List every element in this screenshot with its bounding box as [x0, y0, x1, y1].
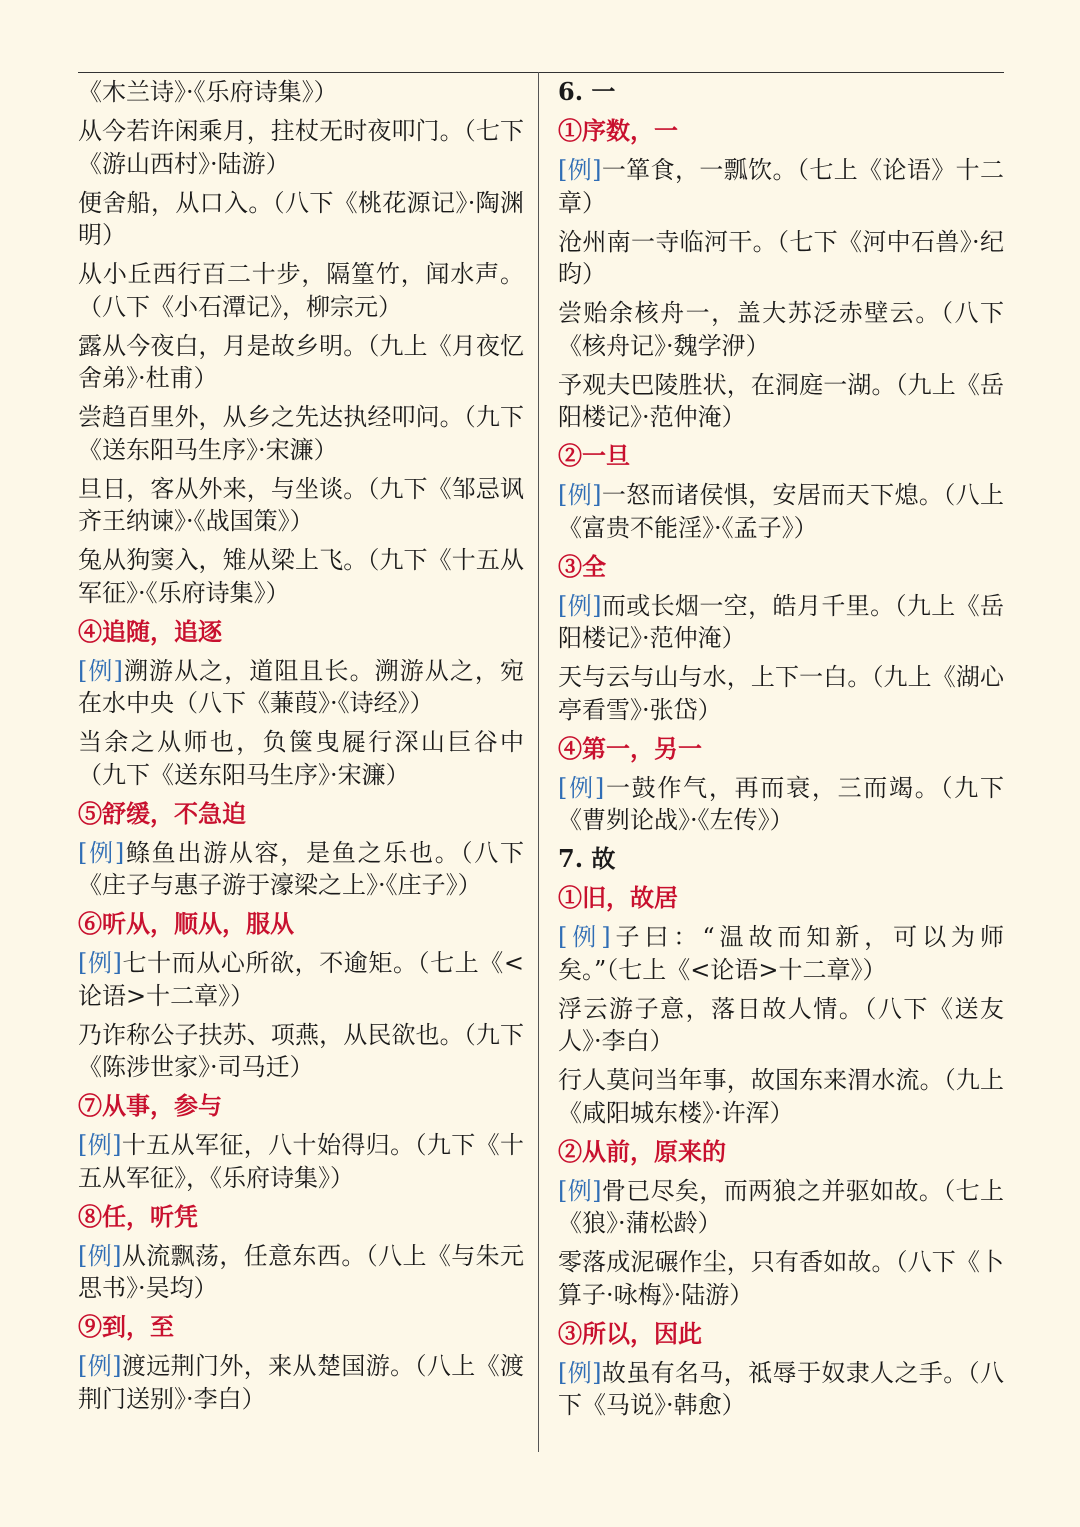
example-tag: [例] [558, 923, 611, 951]
example-text: 溯游从之，道阻且长。溯游从之，宛在水中央（八下《蒹葭》·《诗经》） [78, 656, 524, 717]
example-tag: [例] [558, 773, 605, 802]
example-tag: [例] [558, 481, 602, 509]
meaning-heading: ④追随，追逐 [78, 616, 222, 646]
meaning-heading: ①旧，故居 [558, 883, 678, 912]
quote-entry: 旦日，客从外来，与坐谈。（九下《邹忌讽齐王纳谏》·《战国策》） [78, 474, 524, 535]
example-tag: [例] [78, 1352, 122, 1380]
word-heading: 7. 故 [558, 844, 616, 873]
quote-entry: 乃诈称公子扶苏、项燕，从民欲也。（九下《陈涉世家》·司马迁） [78, 1020, 524, 1081]
example-entry [78, 1240, 524, 1305]
quote-entry: 浮云游子意，落日故人情。（八下《送友人》·李白） [558, 994, 1004, 1055]
meaning-heading: ④第一，另一 [558, 733, 702, 763]
example-tag: [例] [78, 838, 125, 867]
meaning-heading: ⑨到，至 [78, 1312, 174, 1341]
meaning-heading: ⑤舒缓，不急迫 [78, 798, 246, 828]
example-text: 一箪食，一瓢饮。（七上《论语》十二章） [558, 156, 1004, 217]
word-heading: 6. 一 [558, 77, 616, 106]
example-tag: [例] [558, 591, 602, 620]
quote-entry: 沧州南一寺临河干。（七下《河中石兽》·纪昀） [558, 227, 1004, 288]
example-text: 而或长烟一空，皓月千里。（九上《岳阳楼记》·范仲淹） [558, 591, 1004, 652]
example-tag: [例] [558, 1176, 602, 1205]
example-text: 故虽有名马，祗辱于奴隶人之手。（八下《马说》·韩愈） [558, 1358, 1004, 1419]
example-entry [558, 590, 1004, 655]
example-entry [78, 947, 524, 1012]
quote-entry: 兔从狗窦入，雉从梁上飞。（九下《十五从军征》·《乐府诗集》） [78, 546, 524, 607]
top-rule [78, 72, 1004, 73]
example-text: 渡远荆门外，来从楚国游。（八上《渡荆门送别》·李白） [78, 1352, 524, 1413]
example-text: 鲦鱼出游从容，是鱼之乐也。（八下《庄子与惠子游于濠梁之上》·《庄子》） [78, 838, 524, 899]
quote-entry: 露从今夜白，月是故乡明。（九上《月夜忆舍弟》·杜甫） [78, 331, 524, 392]
quote-entry: 行人莫问当年事，故国东来渭水流。（九上《咸阳城东楼》·许浑） [558, 1066, 1004, 1127]
quote-entry: 便舍船，从口入。（八下《桃花源记》·陶渊明） [78, 188, 524, 249]
left-column [78, 76, 524, 1422]
quote-entry: 当余之从师也，负箧曳屣行深山巨谷中（九下《送东阳马生序》·宋濂） [78, 728, 524, 789]
example-text: 一鼓作气，再而衰，三而竭。（九下《曹刿论战》·《左传》） [558, 773, 1004, 834]
example-text: 骨已尽矣，而两狼之并驱如故。（七上《狼》·蒲松龄） [558, 1176, 1004, 1237]
example-tag: [例] [558, 1358, 602, 1387]
quote-entry: 予观夫巴陵胜状，在洞庭一湖。（九上《岳阳楼记》·范仲淹） [558, 370, 1004, 431]
example-text: 七十而从心所欲，不逾矩。（七上《<论语>十二章》） [78, 949, 524, 1010]
quote-entry: 从今若许闲乘月，拄杖无时夜叩门。（七下《游山西村》·陆游） [78, 117, 524, 178]
quote-entry: 《木兰诗》·《乐府诗集》） [78, 78, 338, 106]
example-entry [78, 655, 524, 720]
quote-entry: 尝贻余核舟一，盖大苏泛赤壁云。（八下《核舟记》·魏学洢） [558, 299, 1004, 360]
example-entry [78, 837, 524, 902]
example-entry [558, 479, 1004, 544]
example-entry [558, 154, 1004, 219]
meaning-heading: ②一旦 [558, 441, 630, 470]
example-tag: [例] [558, 156, 602, 184]
meaning-heading: ⑦从事，参与 [78, 1091, 222, 1120]
example-entry [558, 1357, 1004, 1422]
meaning-heading: ②从前，原来的 [558, 1136, 726, 1166]
example-tag: [例] [78, 1131, 122, 1159]
quote-entry: 从小丘西行百二十步，隔篁竹，闻水声。（八下《小石潭记》，柳宗元） [78, 260, 524, 321]
quote-entry: 天与云与山与水，上下一白。（九上《湖心亭看雪》·张岱） [558, 663, 1004, 724]
example-entry [78, 1129, 524, 1194]
meaning-heading: ⑧任，听凭 [78, 1201, 198, 1231]
example-entry [558, 1175, 1004, 1240]
example-entry [78, 1350, 524, 1415]
meaning-heading: ③所以，因此 [558, 1318, 702, 1348]
quote-entry: 零落成泥碾作尘，只有香如故。（八下《卜算子·咏梅》·陆游） [558, 1248, 1004, 1309]
example-text: 子曰：“温故而知新，可以为师矣。”（七上《<论语>十二章》） [558, 923, 1004, 984]
example-entry [558, 772, 1004, 837]
meaning-heading: ⑥听从，顺从，服从 [78, 909, 294, 938]
example-tag: [例] [78, 656, 123, 685]
example-tag: [例] [78, 1241, 122, 1270]
column-divider [538, 72, 539, 1452]
example-tag: [例] [78, 949, 122, 977]
right-column [558, 76, 1004, 1428]
example-text: 一怒而诸侯惧，安居而天下熄。（八上《富贵不能淫》·《孟子》） [558, 481, 1004, 542]
meaning-heading: ①序数，一 [558, 116, 678, 145]
example-text: 十五从军征，八十始得归。（九下《十五从军征》，《乐府诗集》） [78, 1131, 524, 1192]
example-entry [558, 921, 1004, 986]
quote-entry: 尝趋百里外，从乡之先达执经叩问。（九下《送东阳马生序》·宋濂） [78, 403, 524, 464]
example-text: 从流飘荡，任意东西。（八上《与朱元思书》·吴均） [78, 1241, 524, 1302]
meaning-heading: ③全 [558, 551, 606, 581]
